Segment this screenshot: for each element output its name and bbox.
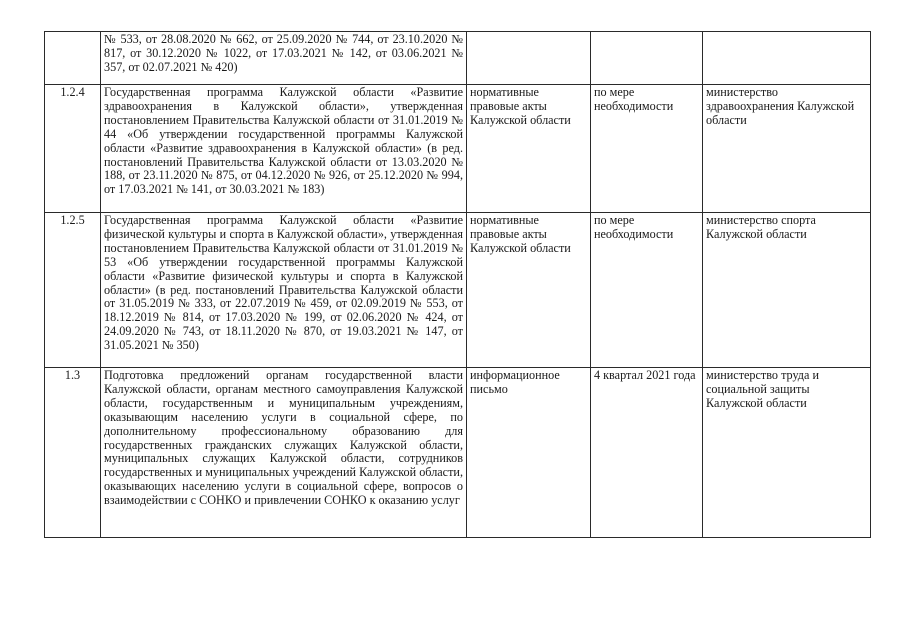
row-executor [703, 32, 871, 85]
row-form: нормативные правовые акты Калужской области [467, 85, 591, 213]
row-term: по мере необходимости [591, 85, 703, 213]
row-executor: министерство труда и социальной защиты Калужской области [703, 368, 871, 538]
row-form: нормативные правовые акты Калужской области [467, 213, 591, 368]
row-name: Государственная программа Калужской области «Развитие физической культуры и спорта в Калужской области», утвержденная постановлением Правительства Калужской области от 31.01.2019 № 53 «Об утверждении государственной программы Калужской области «Развитие физической культуры и спорта в Калужской области» (в ред. постановлений Правительства Калужской области от 31.05.2019 № 333, от 22.07.2019 № 459, от 02.09.2019 № 553, от 18.12.2019 № 814, от 17.03.2020 № 199, от 02.06.2020 № 424, от 24.09.2020 № 743, от 18.11.2020 № 870, от 19.03.2021 № 147, от 31.05.2021 № 350) [101, 213, 467, 368]
row-number: 1.2.5 [45, 213, 101, 368]
row-executor: министерство спорта Калужской области [703, 213, 871, 368]
table-row [45, 32, 871, 85]
row-name: № 533, от 28.08.2020 № 662, от 25.09.2020 № 744, от 23.10.2020 № 817, от 30.12.2020 № 1022, от 17.03.2021 № 142, от 03.06.2021 № 357, от 02.07.2021 № 420) [101, 32, 467, 85]
row-form: информационное письмо [467, 368, 591, 538]
row-term: по мере необходимости [591, 213, 703, 368]
row-name: Подготовка предложений органам государственной власти Калужской области, органам местного самоуправления Калужской области, государственным и муниципальным учреждениям, оказывающим населению услуги в социальной сфере, по дополнительному профессиональному образованию для государственных гражданских служащих Калужской области, муниципальных служащих Калужской области, сотрудников государственных и муниципальных учреждений Калужской области, оказывающих населению услуги в социальной сфере, вопросов о взаимодействии с СОНКО и привлечении СОНКО к оказанию услуг [101, 368, 467, 538]
row-number [45, 32, 101, 85]
row-number: 1.3 [45, 368, 101, 538]
row-executor: министерство здравоохранения Калужской области [703, 85, 871, 213]
row-number: 1.2.4 [45, 85, 101, 213]
row-term: 4 квартал 2021 года [591, 368, 703, 538]
table-row [45, 85, 871, 213]
row-form [467, 32, 591, 85]
row-term [591, 32, 703, 85]
row-name: Государственная программа Калужской области «Развитие здравоохранения в Калужской области», утвержденная постановлением Правительства Калужской области от 31.01.2019 № 44 «Об утверждении государственной программы Калужской области «Развитие здравоохранения в Калужской области» (в ред. постановлений Правительства Калужской области от 13.03.2020 № 188, от 23.11.2020 № 875, от 04.12.2020 № 926, от 25.12.2020 № 994, от 17.03.2021 № 141, от 30.03.2021 № 183) [101, 85, 467, 213]
plan-table [44, 31, 871, 538]
table-row [45, 213, 871, 368]
table-row [45, 368, 871, 538]
